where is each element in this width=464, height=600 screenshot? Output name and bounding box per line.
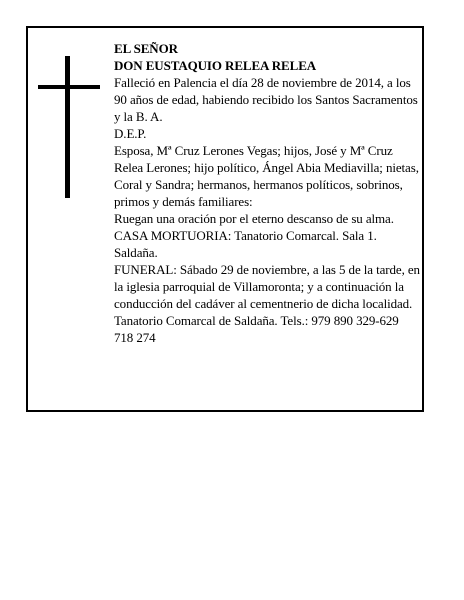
death-notice-paragraph: Falleció en Palencia el día 28 de noviembre de 2014, a los 90 años de edad, habiendo recibido los Santos Sacramentos y la B. A. [114, 75, 418, 124]
notice-text [114, 40, 420, 346]
notice-deceased-name: DON EUSTAQUIO RELEA RELEA [114, 58, 317, 73]
obituary-notice [26, 26, 424, 412]
prayer-paragraph: Ruegan una oración por el eterno descanso de su alma. [114, 211, 394, 226]
dep-line: D.E.P. [114, 126, 147, 141]
contact-paragraph: Tanatorio Comarcal de Saldaña. Tels.: 979 890 329-629 718 274 [114, 313, 399, 345]
cross-icon [38, 56, 100, 198]
notice-title-line1: EL SEÑOR [114, 41, 178, 56]
cross-horizontal-bar [38, 85, 100, 89]
cross-vertical-bar [65, 56, 70, 198]
funeral-paragraph: FUNERAL: Sábado 29 de noviembre, a las 5 de la tarde, en la iglesia parroquial de Villamoronta; y a continuación la conducción del cadáver al cementnerio de dicha localidad. [114, 262, 420, 311]
family-paragraph: Esposa, Mª Cruz Lerones Vegas; hijos, José y Mª Cruz Relea Lerones; hijo político, Ángel Abia Mediavilla; nietas, Coral y Sandra; hermanos, hermanos políticos, sobrinos, primos y demás familiares: [114, 143, 419, 209]
funeral-home-paragraph: CASA MORTUORIA: Tanatorio Comarcal. Sala 1. Saldaña. [114, 228, 377, 260]
